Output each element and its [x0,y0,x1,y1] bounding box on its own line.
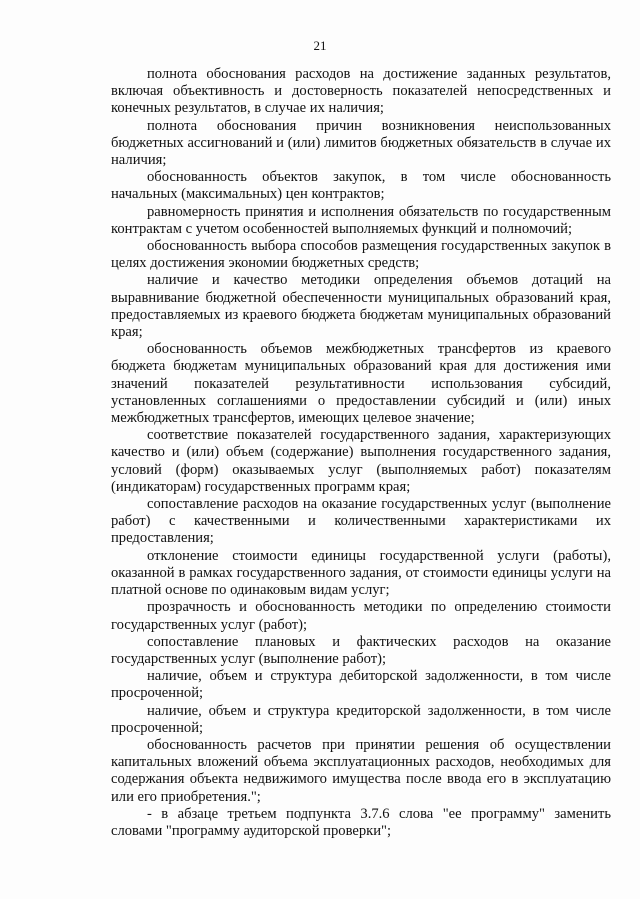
paragraph: соответствие показателей государственного задания, характеризующих качество и (или) объем (содержание) выполнения государственного задания, условий (форм) оказываемых услуг (выполняемых работ) показателям (индикаторам) государственных программ края; [111,427,611,495]
page-number: 21 [313,38,327,53]
paragraph: обоснованность расчетов при принятии решения об осуществлении капитальных вложений объема эксплуатационных расходов, необходимых для содержания объекта недвижимого имущества после ввода его в эксплуатацию или его приобретения."; [111,736,611,805]
paragraph: полнота обоснования причин возникновения неиспользованных бюджетных ассигнований и (или) лимитов бюджетных обязательств в случае их наличия; [111,117,611,169]
paragraph: наличие, объем и структура дебиторской задолженности, в том числе просроченной; [111,668,611,702]
paragraph: наличие, объем и структура кредиторской задолженности, в том числе просроченной; [111,702,611,736]
paragraph: сопоставление плановых и фактических расходов на оказание государственных услуг (выполнение работ); [111,633,611,667]
paragraph: отклонение стоимости единицы государственной услуги (работы), оказанной в рамках государственного задания, от стоимости единицы услуги на платной основе по одинаковым видам услуг; [111,547,611,599]
paragraph: прозрачность и обоснованность методики по определению стоимости государственных услуг (работ); [111,599,611,633]
paragraph: наличие и качество методики определения объемов дотаций на выравнивание бюджетной обеспеченности муниципальных образований края, предоставляемых из краевого бюджета бюджетам муниципальных образований края; [111,272,611,341]
paragraph: обоснованность выбора способов размещения государственных закупок в целях достижения экономии бюджетных средств; [111,238,611,272]
paragraph: равномерность принятия и исполнения обязательств по государственным контрактам с учетом особенностей выполняемых функций и полномочий; [111,203,611,237]
paragraph: обоснованность объемов межбюджетных трансфертов из краевого бюджета бюджетам муниципальных образований края для достижения ими значений показателей результативности использования субсидий, установленных соглашениями о предоставлении субсидий и (или) иных межбюджетных трансфертов, имеющих целевое значение; [111,341,611,427]
document-body [111,66,611,840]
paragraph: - в абзаце третьем подпункта 3.7.6 слова "ее программу" заменить словами "программу аудиторской проверки"; [111,805,611,839]
paragraph: обоснованность объектов закупок, в том числе обоснованность начальных (максимальных) цен контрактов; [111,169,611,203]
paragraph: сопоставление расходов на оказание государственных услуг (выполнение работ) с качественными и количественными характеристиками их предоставления; [111,496,611,547]
paragraph: полнота обоснования расходов на достижение заданных результатов, включая объективность и достоверность показателей непосредственных и конечных результатов, в случае их наличия; [111,66,611,117]
